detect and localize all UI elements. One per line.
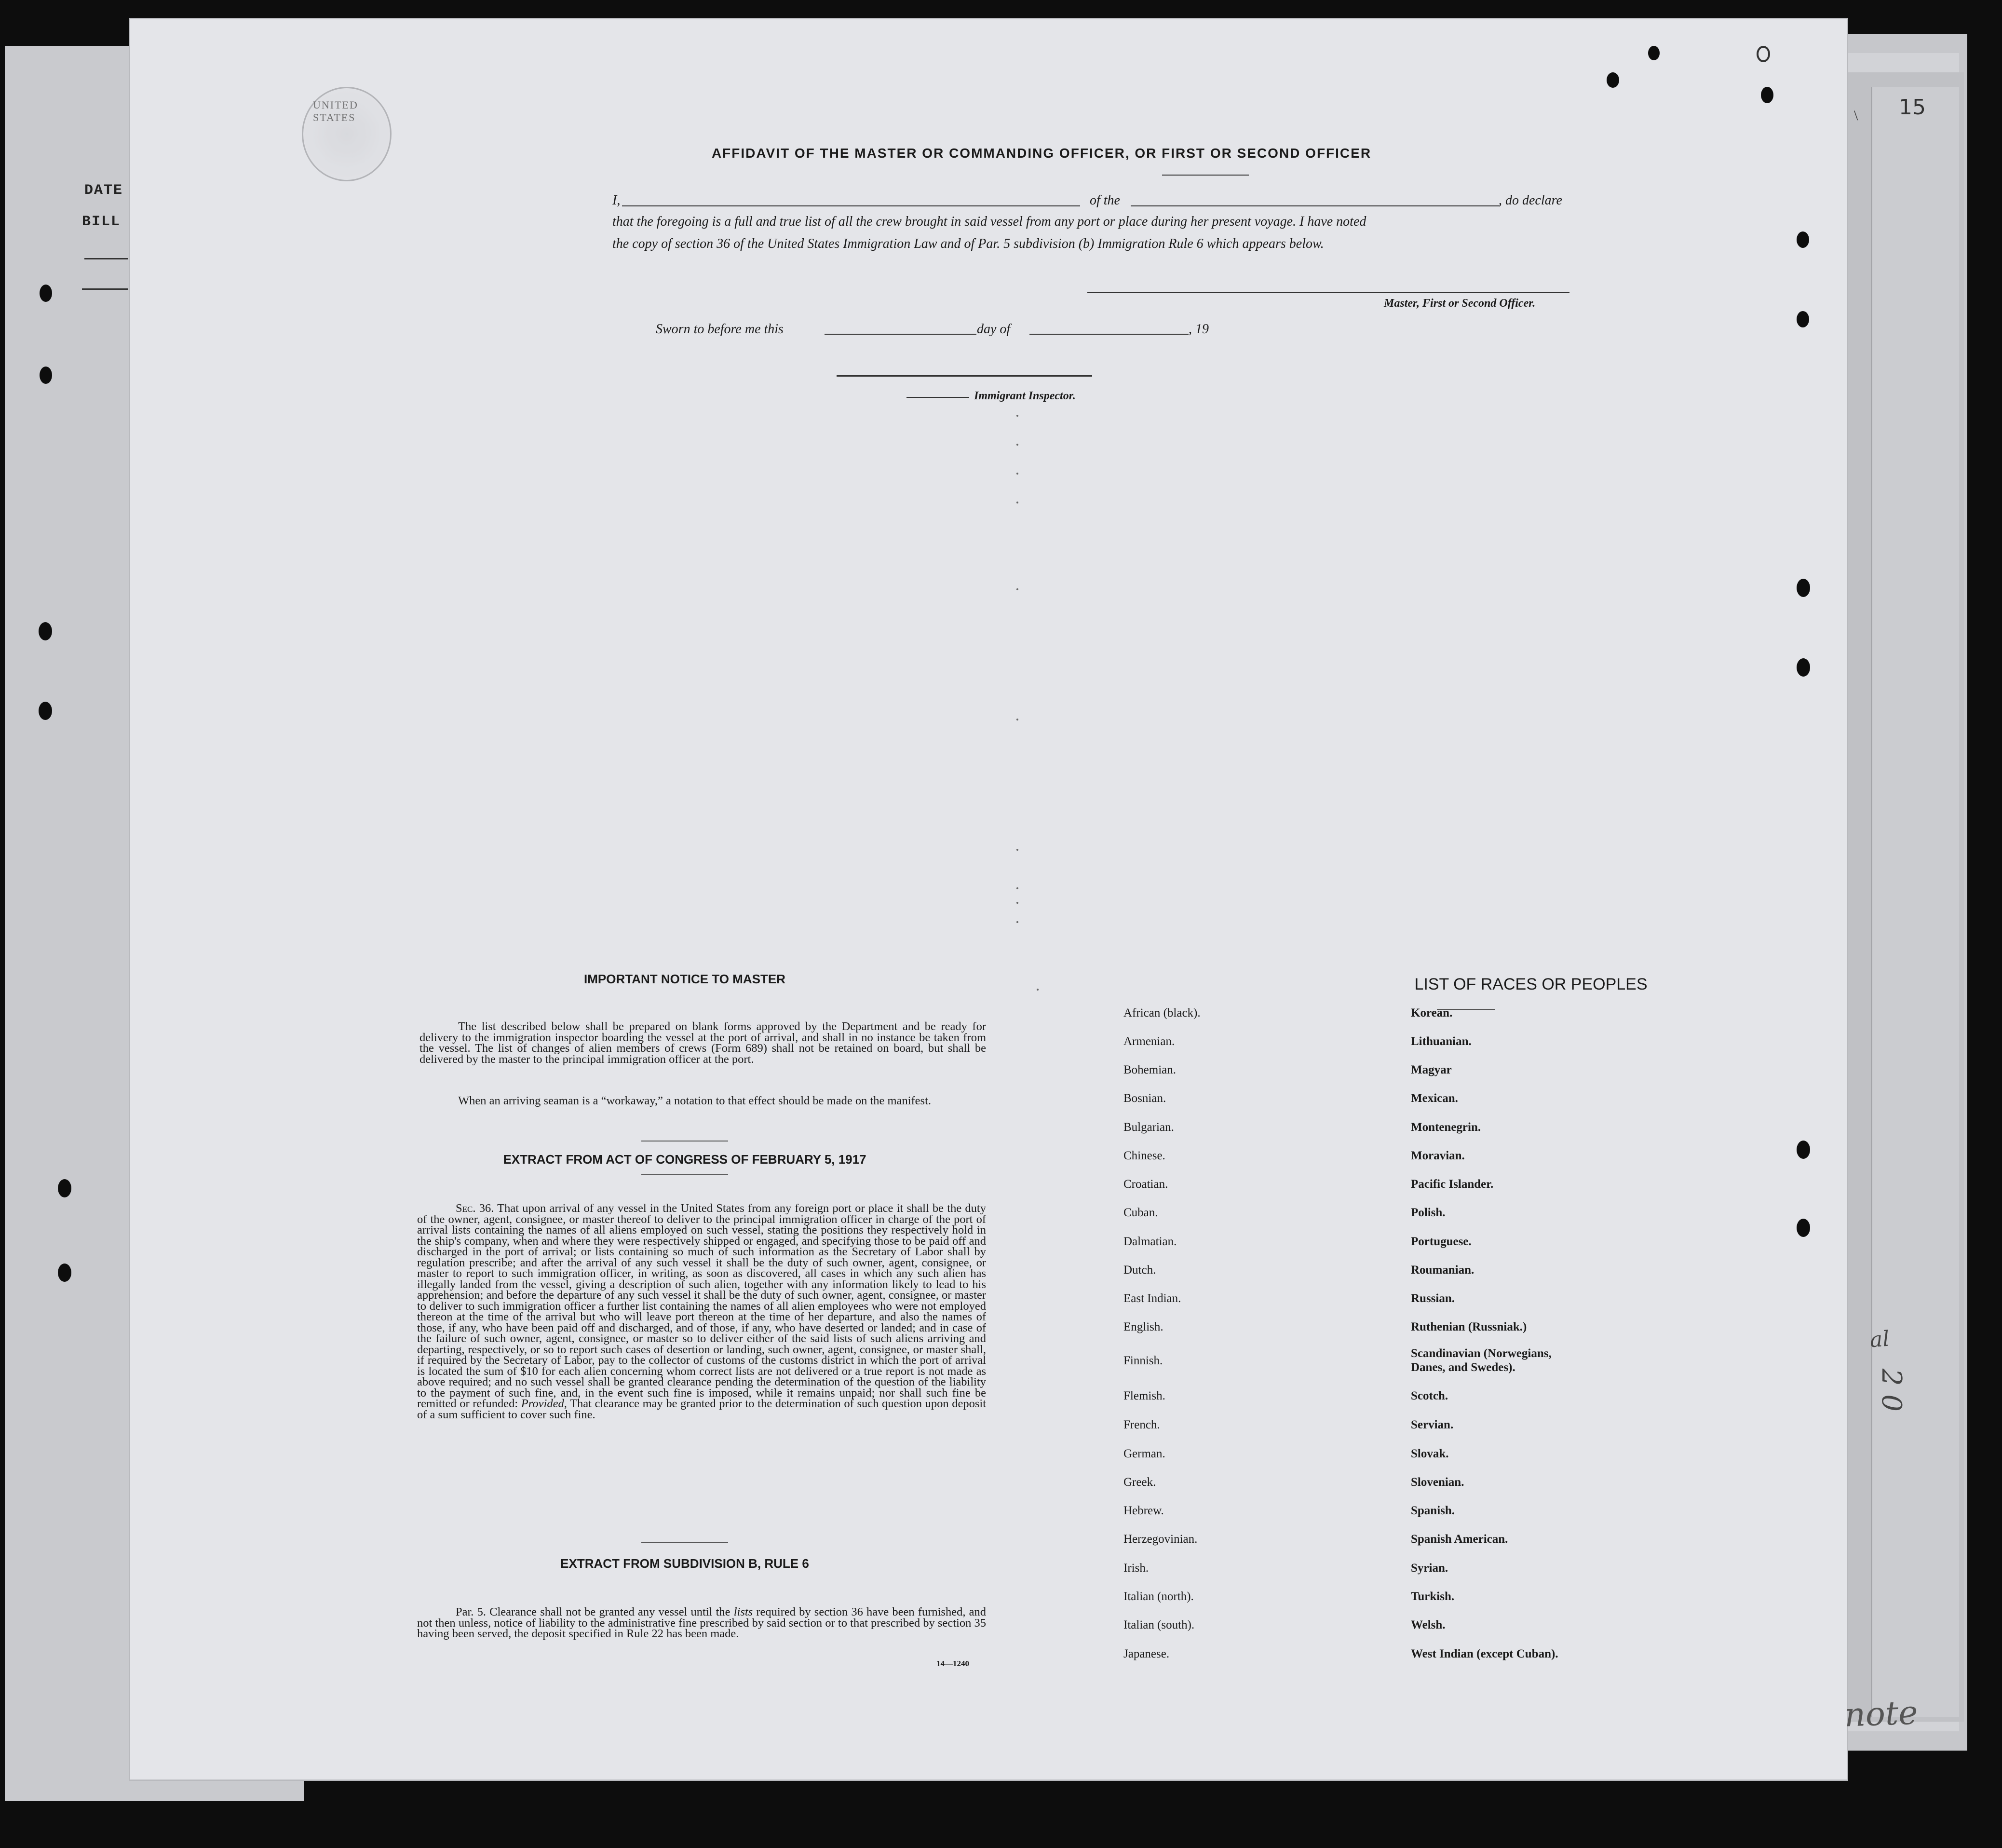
race-item: Bulgarian. [1123,1121,1174,1134]
race-item: Portuguese. [1411,1235,1472,1248]
fold-dot [1016,415,1018,417]
fold-dot [1016,502,1018,503]
fold-dot [1016,887,1018,889]
provided-word: Provided, [521,1397,567,1410]
race-item: Lithuanian. [1411,1035,1472,1048]
race-item: Italian (south). [1123,1618,1195,1631]
race-item: Dutch. [1123,1264,1156,1277]
race-item: Bohemian. [1123,1063,1177,1076]
margin-handwriting: al [1869,1326,1891,1353]
par5-rest: required by section 36 have been furnished, and not then unless, notice of liability to the administrative fine prescribed by said section or to that prescribed by section 35 having been served, the deposit specified in Rule 22 has been made. [417,1605,986,1640]
race-item: Croatian. [1123,1178,1168,1191]
fold-dot [1016,473,1018,475]
fold-dot [1016,849,1018,851]
extract-act-heading: EXTRACT FROM ACT OF CONGRESS OF FEBRUARY 5, 1917 [503,1152,866,1167]
fold-dot [1016,719,1018,720]
fold-dot [1016,588,1018,590]
race-item: Bosnian. [1123,1092,1166,1105]
punch-hole [1797,231,1809,248]
section-36-paragraph [417,1203,986,1420]
edge-rule [82,288,128,290]
affidavit-i: I, [612,193,621,208]
sworn-before-label: Sworn to before me this [656,322,784,337]
race-item: Roumanian. [1411,1264,1474,1277]
race-item: Hebrew. [1123,1504,1164,1517]
fold-dot [1016,902,1018,904]
race-item: German. [1123,1447,1165,1460]
title-rule [1162,175,1249,176]
punch-hole [40,367,52,384]
punch-hole [1797,579,1810,597]
paragraph-5 [417,1607,986,1640]
race-item: Servian. [1411,1418,1454,1431]
race-item: Syrian. [1411,1562,1448,1575]
notice-paragraph-2: When an arriving seaman is a “workaway,” a notation to that effect should be made on the manifest. [458,1094,932,1107]
race-item: Cuban. [1123,1206,1158,1219]
race-item: Pacific Islander. [1411,1178,1494,1191]
affidavit-line-2: the copy of section 36 of the United States Immigration Law and of Par. 5 subdivision (b) Immigration Rule 6 which appears below. [612,236,1324,251]
master-signature-label: Master, First or Second Officer. [1384,297,1536,310]
race-item: Spanish. [1411,1504,1455,1517]
punch-hole [39,702,52,720]
race-item: Scandinavian (Norwegians, Danes, and Swedes). [1411,1347,1552,1374]
affidavit-line-1: that the foregoing is a full and true list of all the crew brought in said vessel from any port or place during her present voyage. I have noted [612,214,1366,229]
race-item: African (black). [1123,1006,1201,1019]
race-item: Moravian. [1411,1149,1465,1162]
blank-line-vessel[interactable] [1131,205,1500,206]
corner-mark: \ [1854,108,1858,123]
race-item: Turkish. [1411,1590,1455,1603]
punch-hole [1797,1141,1810,1159]
punch-hole [1797,1219,1810,1237]
edge-bill-label: BILL [82,214,121,230]
year-prefix: , 19 [1189,322,1209,337]
race-item: Greek. [1123,1476,1156,1489]
race-item: Chinese. [1123,1149,1165,1162]
race-item: Herzegovinian. [1123,1533,1198,1546]
fold-dot [1037,989,1039,991]
seal-text: UNITED STATES [313,99,358,123]
race-item: Mexican. [1411,1092,1458,1105]
edge-date-label: DATE [84,182,123,199]
race-item: French. [1123,1418,1160,1431]
punch-hole [39,622,52,640]
race-item: Slovak. [1411,1447,1449,1460]
notice-heading: IMPORTANT NOTICE TO MASTER [584,972,785,986]
form-number: 14—1240 [936,1659,969,1668]
inspector-signature-line[interactable] [837,375,1092,377]
inspector-signature-label: Immigrant Inspector. [974,390,1076,402]
race-item: Magyar [1411,1063,1452,1076]
margin-handwriting: note [1843,1694,1919,1735]
race-item: Finnish. [1123,1354,1163,1367]
race-item: Dalmatian. [1123,1235,1177,1248]
affidavit-do-declare: , do declare [1499,193,1562,208]
sworn-line [656,322,784,337]
punch-hole [1797,311,1809,327]
blank-line-month[interactable] [1029,334,1189,335]
race-item: Slovenian. [1411,1476,1464,1489]
day-of-label: day of [977,322,1011,337]
page-number-mark: 15 [1899,95,1926,120]
races-heading: LIST OF RACES OR PEOPLES [1414,975,1648,993]
par5-start: Par. 5. Clearance shall not be granted any vessel until the [456,1605,730,1618]
section-rule [641,1174,728,1175]
section-36-tail: That clearance may be granted prior to the determination of such question upon deposit of a sum sufficient to cover such fine. [417,1397,987,1421]
punch-hole [1797,658,1810,677]
punch-hole [58,1264,71,1282]
race-item: Armenian. [1123,1035,1175,1048]
race-item: Polish. [1411,1206,1446,1219]
fold-dot [1016,444,1018,446]
section-36-label: Sec. 36. [456,1202,494,1215]
section-36-text: That upon arrival of any vessel in the United States from any foreign port or place it shall be the duty of the owner, agent, consignee, or master thereof to deliver to the principal immigration officer in charge of the port of arrival lists containing the names of all aliens employed on such vessel, stating the positions they respectively hold in the ship's company, when and where they were respectively shipped or engaged, and specifying those to be paid off and discharged in the port of arrival; or lists containing so much of such information as the Secretary of Labor shall by regulation prescribe; and after the arrival of any such vessel it shall be the duty of such owner, agent, consignee, or master to report to such immigration officer, in writing, as soon as discovered, all cases in which any such alien has illegally landed from the vessel, giving a description of such alien, together with any information likely to lead to his apprehension; and before the departure of any such vessel it shall be the duty of such owner, agent, consignee, or master to deliver to such immigration officer a further list containing the names of all alien employees who were not employed thereon at the time of the arrival but who will leave port thereon at the time of her departure, and also the names of those, if any, who have been paid off and discharged, and of those, if any, who have deserted or landed; and in case of the failure of such owner, agent, consignee, or master so to deliver either of the said lists of such aliens arriving and departing, respectively, or so to report such cases of desertion or landing, such owner, agent, consignee, or master shall, if required by the Secretary of Labor, pay to the collector of customs of the customs district in which the port of arrival is located the sum of $10 for each alien concerning whom correct lists are not delivered or a true report is not made as above required; and no such vessel shall be granted clearance pending the determination of the question of the liability to the payment of such fine, and, in the event such fine is imposed, while it remains unpaid; nor shall such fine be remitted or refunded: [417,1202,986,1410]
underlying-page-right [1871,87,1959,1717]
race-item: Scotch. [1411,1389,1448,1402]
race-item: Welsh. [1411,1618,1446,1631]
punch-hole [58,1179,71,1197]
margin-handwriting: 2 0 [1876,1368,1907,1412]
punch-hole [1757,46,1770,62]
edge-rule [84,258,128,259]
punch-hole [1648,46,1660,60]
fold-dot [1016,921,1018,923]
race-item: Spanish American. [1411,1533,1508,1546]
race-item: Montenegrin. [1411,1121,1481,1134]
section-rule [641,1542,728,1543]
race-item: Flemish. [1123,1389,1165,1402]
inspector-dash [906,397,969,398]
punch-hole [1607,72,1619,88]
race-item: Russian. [1411,1292,1455,1305]
master-signature-line[interactable] [1087,292,1569,293]
affidavit-of-the: of the [1090,193,1120,208]
blank-line-day[interactable] [825,334,976,335]
seal-stamp-icon [302,87,392,181]
punch-hole [1761,87,1773,103]
extract-rule-heading: EXTRACT FROM SUBDIVISION B, RULE 6 [560,1556,809,1571]
race-item: Ruthenian (Russniak.) [1411,1320,1527,1333]
race-item: East Indian. [1123,1292,1181,1305]
race-item: Korean. [1411,1006,1453,1019]
blank-line-name[interactable] [622,205,1080,206]
race-item: English. [1123,1320,1163,1333]
punch-hole [40,285,52,302]
lists-word: lists [733,1605,753,1618]
race-item: West Indian (except Cuban). [1411,1647,1558,1660]
notice-paragraph-1: The list described below shall be prepared on blank forms approved by the Department and be ready for delivery to the immigration inspector boarding the vessel at the port of arrival, and shall in no instance be taken from the vessel. The list of changes of alien members of crews (Form 689) shall not be retained on board, but shall be delivered by the master to the principal immigration officer at the port. [419,1020,986,1066]
affidavit-title: AFFIDAVIT OF THE MASTER OR COMMANDING OFFICER, OR FIRST OR SECOND OFFICER [711,146,1372,161]
race-item: Irish. [1123,1562,1149,1575]
race-item: Italian (north). [1123,1590,1194,1603]
race-item: Japanese. [1123,1647,1170,1660]
